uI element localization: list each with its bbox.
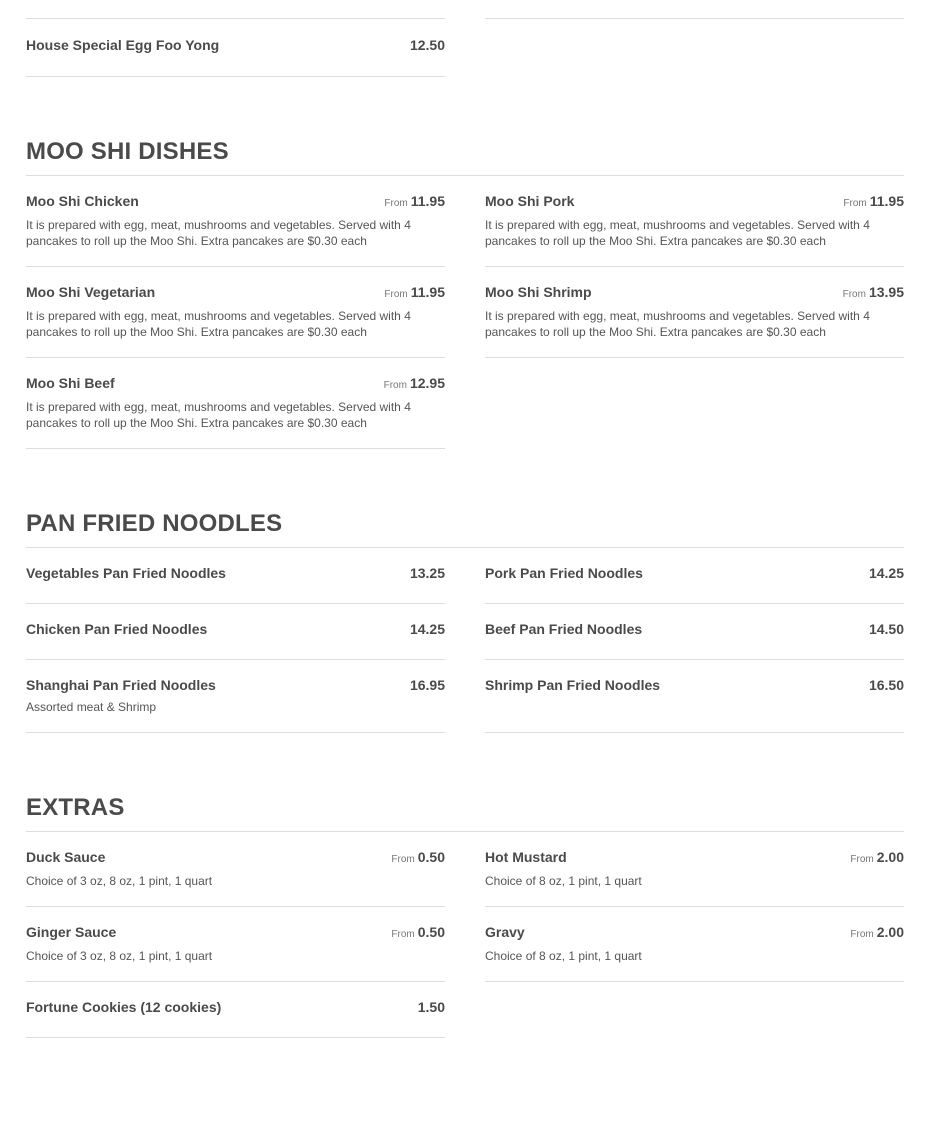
price-value: 11.95 [410, 284, 445, 300]
item-description-spacer [485, 699, 904, 715]
item-price [843, 193, 904, 209]
menu-item[interactable] [26, 548, 445, 604]
item-name: Chicken Pan Fried Noodles [26, 621, 208, 637]
item-price: 14.50 [868, 621, 904, 637]
item-price [391, 849, 445, 865]
item-name: Pork Pan Fried Noodles [485, 565, 643, 581]
item-name: Moo Shi Vegetarian [26, 284, 156, 300]
from-label: From [391, 854, 415, 865]
menu-item[interactable] [485, 176, 904, 267]
section-items [26, 832, 904, 1038]
menu-item[interactable] [26, 660, 445, 733]
item-name: Shanghai Pan Fried Noodles [26, 677, 216, 693]
item-description: It is prepared with egg, meat, mushrooms and vegetables. Served with 4 pancakes to roll up the Moo Shi. Extra pancakes are $0.30 each [485, 309, 870, 339]
section-title: EXTRAS [26, 794, 904, 832]
item-description: Choice of 3 oz, 8 oz, 1 pint, 1 quart [26, 949, 213, 963]
from-label: From [383, 380, 407, 391]
menu-item[interactable] [26, 832, 445, 907]
from-label: From [850, 854, 874, 865]
section-title: PAN FRIED NOODLES [26, 510, 904, 548]
item-description: Choice of 8 oz, 1 pint, 1 quart [485, 874, 642, 888]
price-value: 11.95 [869, 193, 904, 209]
item-price [384, 193, 445, 209]
price-value: 0.50 [417, 924, 445, 940]
menu-item[interactable] [485, 267, 904, 358]
item-price: 13.25 [409, 565, 445, 581]
from-label: From [391, 929, 415, 940]
price-value: 2.00 [876, 849, 904, 865]
menu-item[interactable] [26, 358, 445, 449]
section-moo-shi [26, 138, 904, 449]
item-description: Choice of 3 oz, 8 oz, 1 pint, 1 quart [26, 874, 213, 888]
item-name: Hot Mustard [485, 849, 567, 865]
item-price [850, 924, 904, 940]
item-name: Beef Pan Fried Noodles [485, 621, 643, 637]
egg-foo-yong-items [26, 19, 904, 77]
item-description: It is prepared with egg, meat, mushrooms and vegetables. Served with 4 pancakes to roll up the Moo Shi. Extra pancakes are $0.30 each [485, 218, 870, 248]
price-value: 2.00 [876, 924, 904, 940]
item-name: Vegetables Pan Fried Noodles [26, 565, 226, 581]
item-description: It is prepared with egg, meat, mushrooms and vegetables. Served with 4 pancakes to roll up the Moo Shi. Extra pancakes are $0.30 each [26, 309, 411, 339]
item-name: Gravy [485, 924, 525, 940]
from-label: From [850, 929, 874, 940]
section-items [26, 548, 904, 733]
price-value: 0.50 [417, 849, 445, 865]
item-name: Moo Shi Pork [485, 193, 575, 209]
item-description: It is prepared with egg, meat, mushrooms and vegetables. Served with 4 pancakes to roll up the Moo Shi. Extra pancakes are $0.30 each [26, 218, 411, 248]
menu-item[interactable] [26, 604, 445, 660]
section-title: MOO SHI DISHES [26, 138, 904, 176]
price-value: 12.95 [409, 375, 445, 391]
item-name: Moo Shi Shrimp [485, 284, 592, 300]
item-price: 1.50 [417, 999, 445, 1015]
item-price [843, 284, 904, 300]
from-label: From [843, 198, 867, 209]
menu-item[interactable] [26, 0, 445, 19]
menu-item[interactable] [485, 604, 904, 660]
menu-item[interactable] [485, 832, 904, 907]
from-label: From [842, 289, 866, 300]
item-name: Moo Shi Beef [26, 375, 115, 391]
item-price [384, 375, 445, 391]
section-items [26, 176, 904, 449]
section-pan-fried-noodles [26, 510, 904, 733]
menu-item[interactable] [26, 907, 445, 982]
from-label: From [384, 198, 408, 209]
item-name: Shrimp Pan Fried Noodles [485, 677, 661, 693]
menu-item[interactable] [485, 0, 904, 19]
item-name: Moo Shi Chicken [26, 193, 139, 209]
item-description: Assorted meat & Shrimp [26, 700, 157, 714]
item-price: 16.50 [868, 677, 904, 693]
item-price: 14.25 [409, 621, 445, 637]
menu [26, 0, 904, 1038]
menu-item[interactable] [26, 19, 445, 77]
item-name: Fortune Cookies (12 cookies) [26, 999, 222, 1015]
item-name: Duck Sauce [26, 849, 106, 865]
item-price [384, 284, 445, 300]
item-name: Ginger Sauce [26, 924, 117, 940]
from-label: From [384, 289, 408, 300]
item-price: 16.95 [409, 677, 445, 693]
menu-item[interactable] [26, 267, 445, 358]
price-value: 11.95 [410, 193, 445, 209]
item-name: House Special Egg Foo Yong [26, 37, 220, 53]
menu-item[interactable] [26, 982, 445, 1038]
item-price: 12.50 [409, 37, 445, 53]
menu-item[interactable] [485, 907, 904, 982]
egg-foo-yong-partial-row [26, 0, 904, 19]
item-price [391, 924, 445, 940]
item-price: 14.25 [868, 565, 904, 581]
menu-item[interactable] [26, 176, 445, 267]
item-description: It is prepared with egg, meat, mushrooms and vegetables. Served with 4 pancakes to roll up the Moo Shi. Extra pancakes are $0.30 each [26, 400, 411, 430]
item-description: Choice of 8 oz, 1 pint, 1 quart [485, 949, 642, 963]
price-value: 13.95 [868, 284, 904, 300]
section-extras [26, 794, 904, 1038]
item-price [850, 849, 904, 865]
menu-item[interactable] [485, 548, 904, 604]
menu-item[interactable] [485, 660, 904, 733]
